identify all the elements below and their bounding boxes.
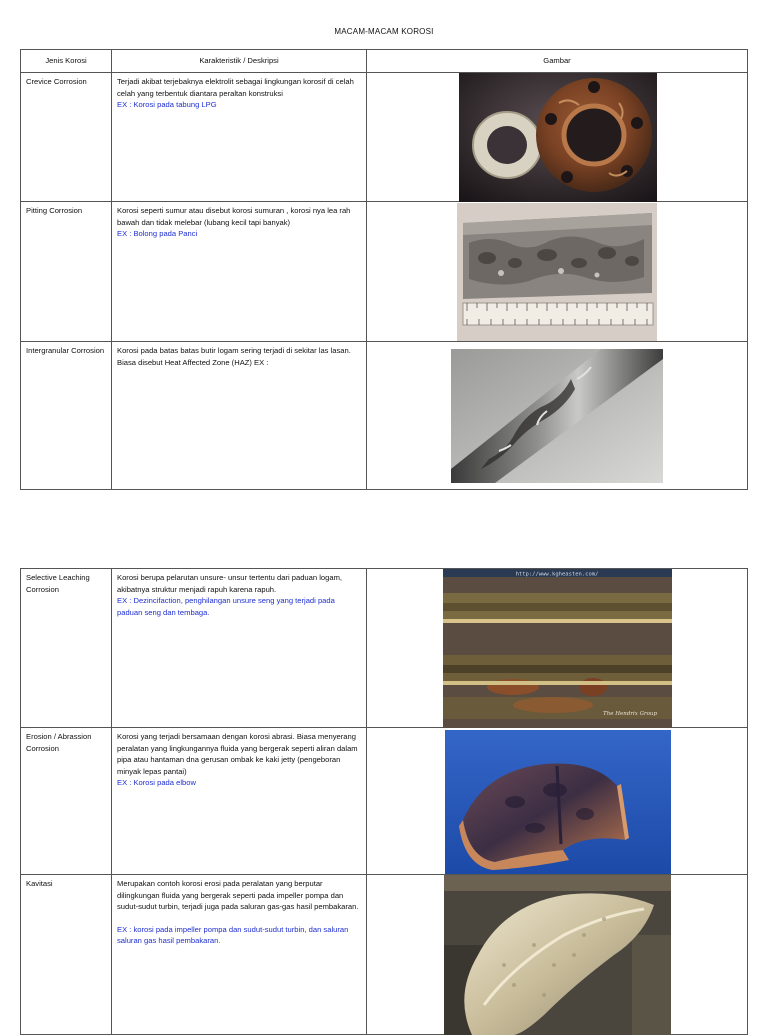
header-gambar: Gambar	[367, 50, 748, 73]
leached-pipes-photo	[443, 569, 672, 728]
row-example: EX : Bolong pada Panci	[117, 229, 198, 239]
table-row	[21, 202, 748, 342]
header-jenis: Jenis Korosi	[21, 50, 112, 73]
row-name: Erosion / Abrassion Corrosion	[21, 728, 112, 875]
row-desc: Korosi pada batas batas butir logam sering terjadi di sekitar las lasan. Biasa disebut Heat Affected Zone (HAZ) EX :	[117, 346, 351, 367]
table-row	[21, 569, 748, 728]
row-image-cell	[367, 569, 748, 728]
flange-gasket-photo	[459, 73, 657, 202]
row-image-cell	[367, 342, 748, 490]
row-desc: Korosi berupa pelarutan unsure- unsur tertentu dari paduan logam, akibatnya struktur menjadi rapuh karena rapuh.	[117, 573, 343, 594]
row-desc-cell	[112, 728, 367, 875]
row-desc-cell	[112, 202, 367, 342]
page-title: MACAM-MACAM KOROSI	[334, 27, 434, 36]
table-row	[21, 342, 748, 490]
image-watermark-text: The Hendrix Group	[603, 711, 657, 717]
cavitated-blade-photo	[444, 875, 671, 1035]
row-name: Pitting Corrosion	[21, 202, 112, 342]
row-example: EX : Dezincifaction, penghilangan unsure seng yang terjadi pada paduan seng dan tembaga.	[117, 596, 335, 617]
row-desc: Terjadi akibat terjebaknya elektrolit sebagai lingkungan korosif di celah celah yang terbentuk diantara peraltan konstruksi	[117, 77, 354, 98]
pitted-pipe-photo	[457, 203, 657, 341]
row-name: Intergranular Corrosion	[21, 342, 112, 490]
row-name: Crevice Corrosion	[21, 73, 112, 202]
row-example: EX : korosi pada impeller pompa dan sudut-sudut turbin, dan saluran saluran gas hasil pembakaran.	[117, 924, 349, 946]
row-desc-cell	[112, 569, 367, 728]
row-example: EX : Korosi pada elbow	[117, 778, 196, 788]
corroded-rod-photo	[451, 349, 663, 483]
row-example: EX : Korosi pada tabung LPG	[117, 100, 217, 110]
table-row	[21, 875, 748, 1035]
row-name: Selective Leaching Corrosion	[21, 569, 112, 728]
table-header-row	[21, 50, 748, 73]
row-image-cell	[367, 73, 748, 202]
row-image-cell	[367, 728, 748, 875]
row-desc: Korosi yang terjadi bersamaan dengan korosi abrasi. Biasa menyerang peralatan yang lingkungannya fluida yang bergerak seperti aliran dalam pipa atau hantaman dna gerusan ombak ke kaki jetty (pengeboran minyak lepas pantai)	[117, 732, 358, 776]
table-row	[21, 73, 748, 202]
header-karakteristik: Karakteristik / Deskripsi	[112, 50, 367, 73]
row-name: Kavitasi	[21, 875, 112, 1035]
row-image-cell	[367, 875, 748, 1035]
row-desc-cell	[112, 73, 367, 202]
corrosion-table-2	[20, 568, 748, 1035]
eroded-elbow-photo	[445, 730, 671, 874]
row-desc: Merupakan contoh korosi erosi pada peralatan yang berputar dilingkungan fluida yang bergerak seperti pada impeller pompa dan sudut-sudut turbin, terjadi juga pada saluran gas-gas hasil pembakaran.	[117, 879, 359, 912]
table-row	[21, 728, 748, 875]
row-desc-cell	[112, 342, 367, 490]
corrosion-table-1	[20, 49, 748, 490]
row-image-cell	[367, 202, 748, 342]
row-desc-cell	[112, 875, 367, 1035]
image-url-text: http://www.kgheasten.com/	[515, 571, 599, 578]
row-desc: Korosi seperti sumur atau disebut korosi sumuran , korosi nya lea rah bawah dan tidak melebar (lubang kecil tapi banyak)	[117, 206, 351, 227]
